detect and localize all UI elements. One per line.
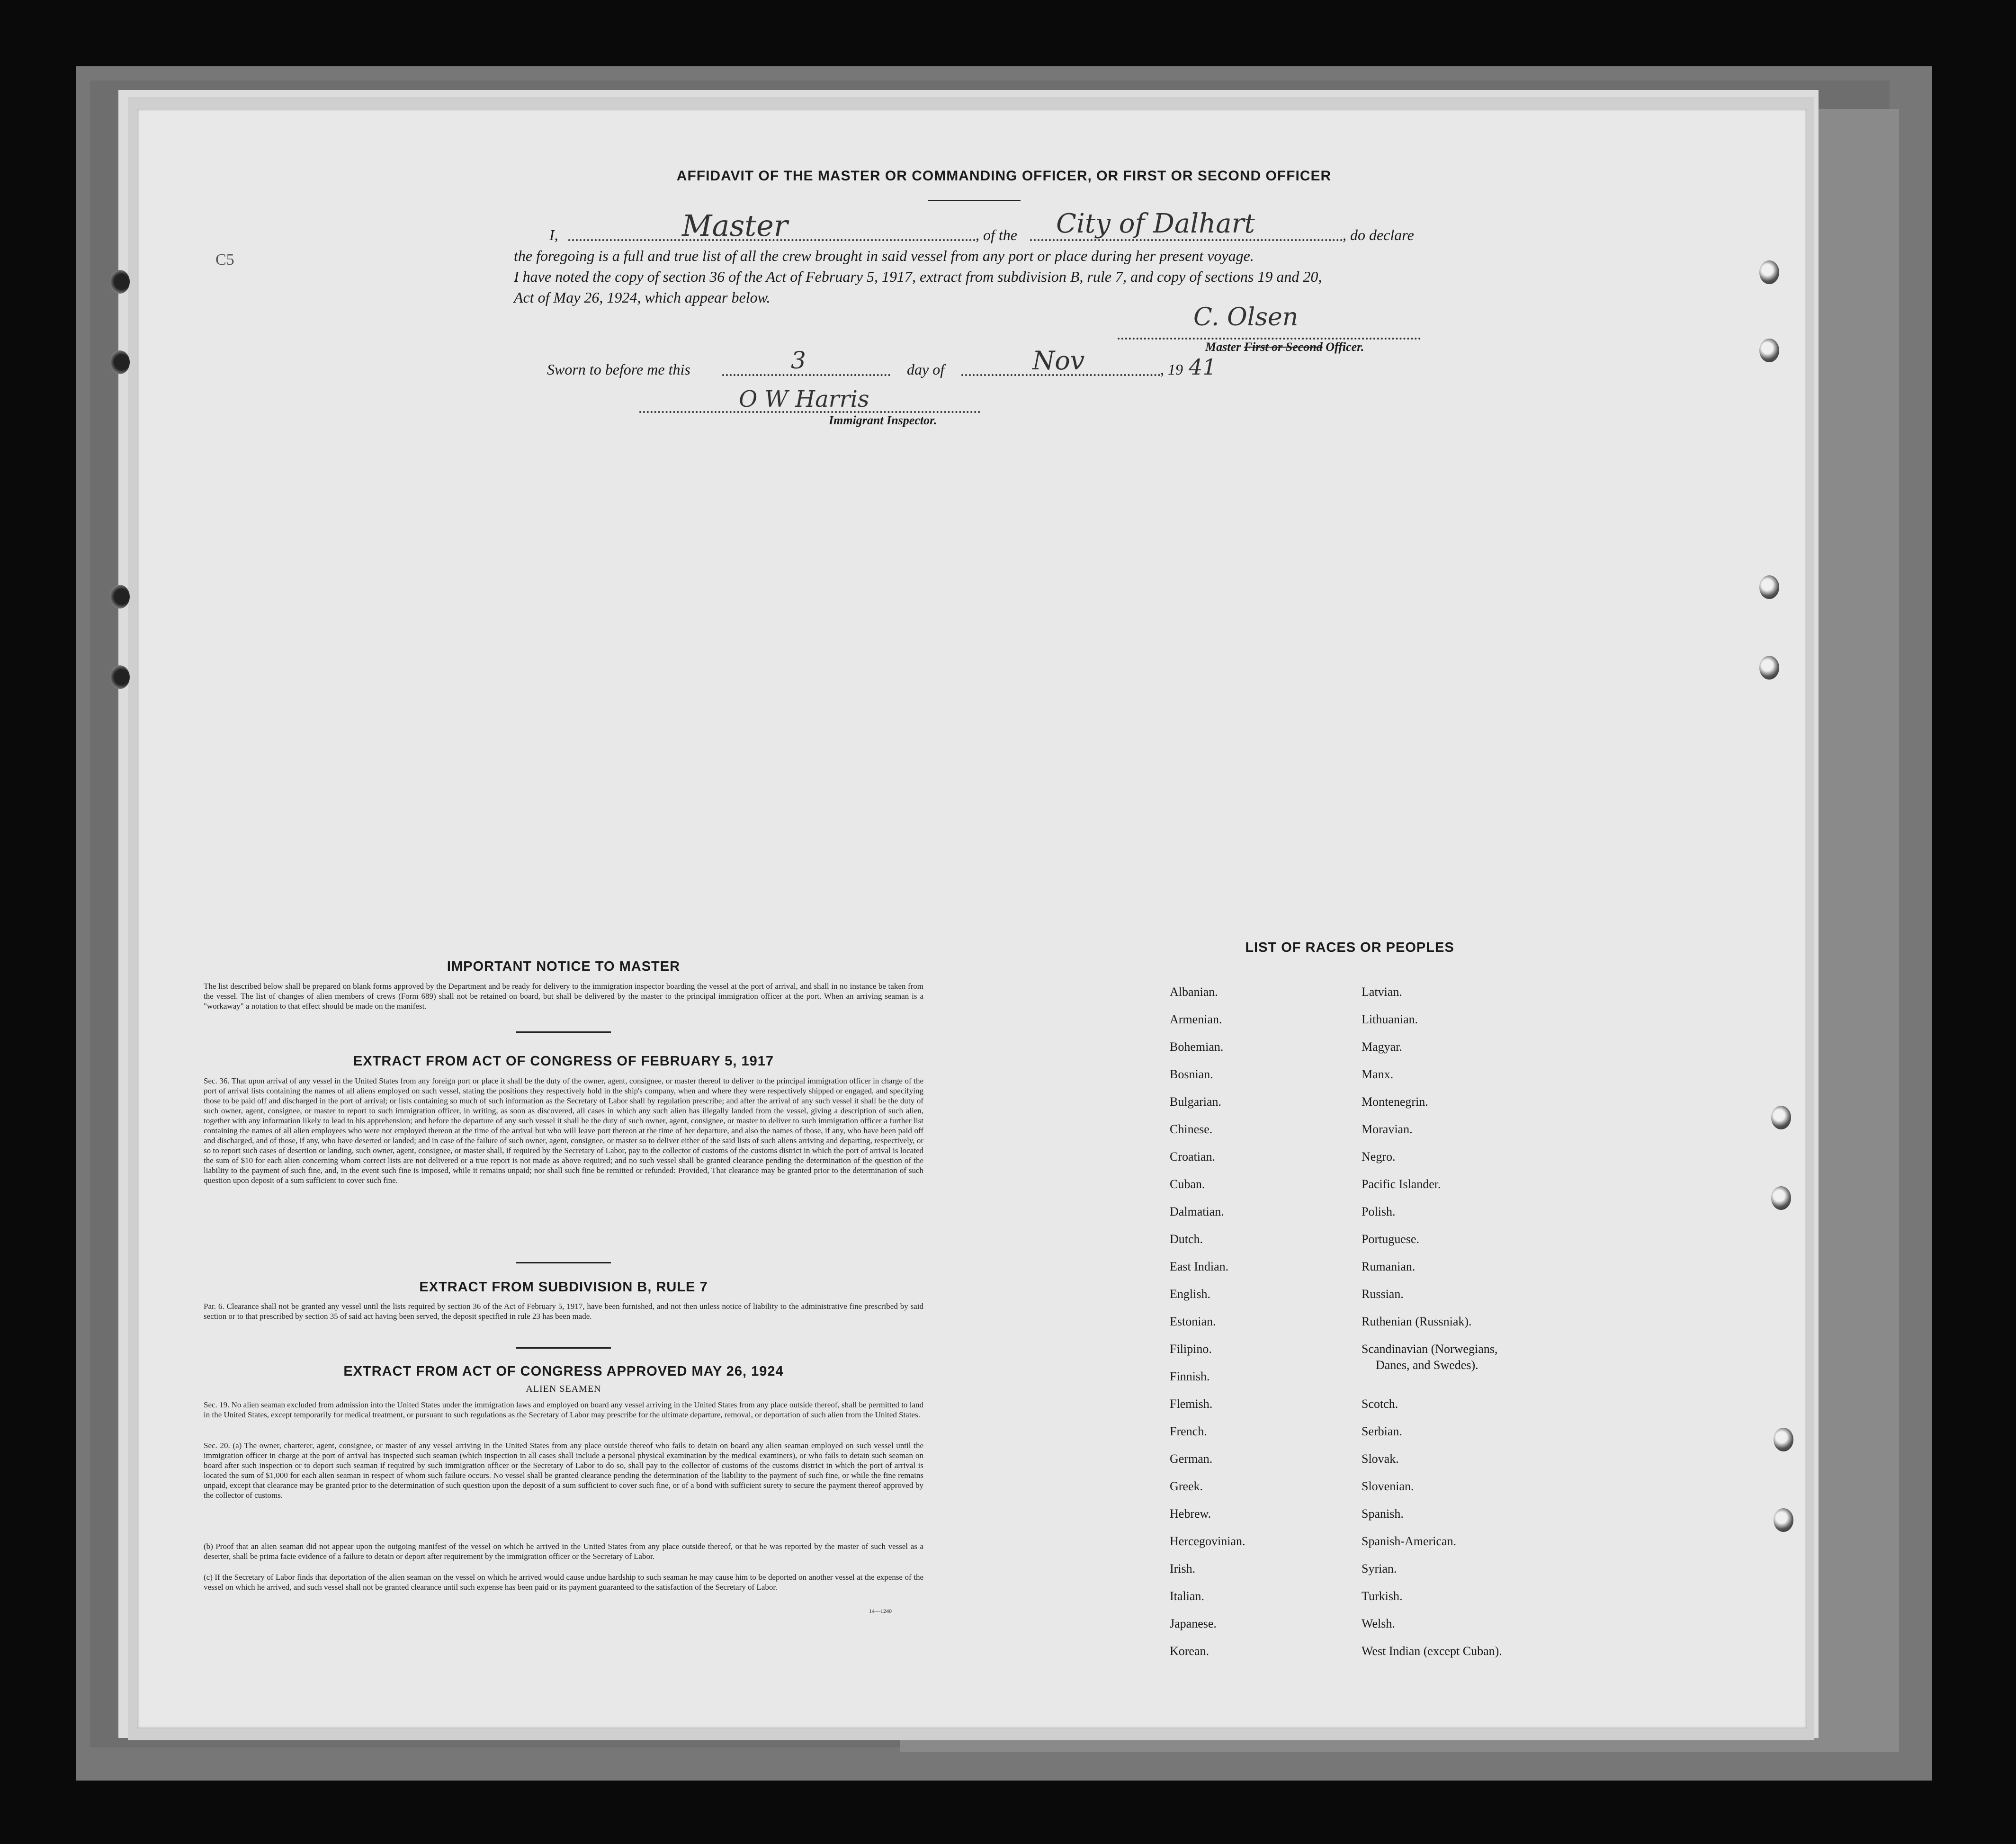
race-item: Latvian. xyxy=(1362,985,1402,999)
race-item: Greek. xyxy=(1170,1479,1203,1493)
race-item: Scandinavian (Norwegians, xyxy=(1362,1342,1498,1356)
race-item: Syrian. xyxy=(1362,1562,1397,1575)
race-item: Rumanian. xyxy=(1362,1260,1416,1273)
punch-hole-icon xyxy=(1759,260,1779,284)
race-item: West Indian (except Cuban). xyxy=(1362,1644,1502,1658)
race-item: Bohemian. xyxy=(1170,1040,1224,1054)
punch-hole-icon xyxy=(1771,1186,1791,1210)
race-item: Ruthenian (Russniak). xyxy=(1362,1315,1472,1328)
race-item: Bosnian. xyxy=(1170,1067,1213,1081)
extract-1924-title: EXTRACT FROM ACT OF CONGRESS APPROVED MAY 26, 1924 xyxy=(343,1364,784,1379)
race-item: Moravian. xyxy=(1362,1122,1413,1136)
race-item: Danes, and Swedes). xyxy=(1376,1358,1478,1372)
year-prefix: , 19 xyxy=(1160,361,1183,378)
race-item: Finnish. xyxy=(1170,1370,1210,1383)
extract-rule7-divider xyxy=(516,1347,611,1349)
race-item: Lithuanian. xyxy=(1362,1012,1418,1026)
punch-hole-icon xyxy=(1771,1106,1791,1129)
handwritten-day: 3 xyxy=(791,347,806,374)
race-item: Hercegovinian. xyxy=(1170,1534,1245,1548)
race-item: Serbian. xyxy=(1362,1424,1402,1438)
extract-1924-sec20c: (c) If the Secretary of Labor finds that deportation of the alien seaman on the vessel on which he arrived would cause undue hardship to such seaman he may cause him to be deported on another vessel at the expense of the vessel on which he arrived, and such vessel shall not be granted clearance until such expense has been paid or its payment guaranteed to the satisfaction of the Secretary of Labor. xyxy=(204,1573,923,1592)
affidavit-declare-label: , do declare xyxy=(1343,226,1414,243)
race-item: English. xyxy=(1170,1287,1210,1301)
race-item: Spanish. xyxy=(1362,1507,1404,1521)
extract-1924-sec20b: (b) Proof that an alien seaman did not appear upon the outgoing manifest of the vessel on which he arrived in the United States from any place outside thereof, or that he was reported by the master of such vessel as a deserter, shall be prima facie evidence of a failure to detain or deport after requirement by the immigration officer or the Secretary of Labor. xyxy=(204,1542,923,1561)
affidavit-line-3: I have noted the copy of section 36 of the Act of February 5, 1917, extract from subdivision B, rule 7, and copy of sections 19 and 20, xyxy=(514,268,1322,285)
extract-1917-body: Sec. 36. That upon arrival of any vessel in the United States from any foreign port or place it shall be the duty of the owner, agent, consignee, or master thereof to deliver to the principal immigration officer in charge of the port of arrival lists containing the names of all aliens employed on such vessel, stating the positions they respectively hold in the ship's company, when and where they were respectively shipped or engaged, and specifying those to be paid off and discharged in the port of arrival; or lists containing so much of such information as the Secretary of Labor shall by regulation prescribe; and after the arrival of any such vessel it shall be the duty of such owner, agent, consignee, or master to report to such immigration officer, in writing, as soon as discovered, all cases in which any such alien has illegally landed from the vessel, giving a description of such alien, together with any information likely to lead to his apprehension; and before the departure of any such vessel it shall be the duty of such owner, agent, consignee, or master to deliver to such immigration officer a further list containing the names of all alien employees who were not employed thereon at the time of the arrival but who will leave port thereon at the time of her departure, and also the names of those, if any, who have been paid off and discharged, and of those, if any, who have deserted or landed; and in case of the failure of such owner, agent, consignee, or master so to deliver either of the said lists of such aliens arriving and departing, respectively, or so to report such cases of desertion or landing, such owner, agent, consignee, or master shall, if required by the Secretary of Labor, pay to the collector of customs of the customs district in which the port of arrival is located the sum of $10 for each alien concerning whom correct lists are not delivered or a true report is not made as above required; and no such vessel shall be granted clearance pending the determination of the question of the liability to the payment of such fine, and, in the event such fine is imposed, while it remains unpaid; nor shall such fine be remitted or refunded: Provided, That clearance may be granted prior to the determination of such question upon deposit of a sum sufficient to cover such fine. xyxy=(204,1076,923,1185)
race-item: Polish. xyxy=(1362,1205,1396,1218)
handwritten-month: Nov xyxy=(1032,346,1085,376)
race-item: Magyar. xyxy=(1362,1040,1402,1054)
title-divider xyxy=(928,200,1021,201)
race-item: Manx. xyxy=(1362,1067,1394,1081)
race-item: Scotch. xyxy=(1362,1397,1398,1411)
notice-title: IMPORTANT NOTICE TO MASTER xyxy=(447,959,681,974)
race-item: Croatian. xyxy=(1170,1150,1216,1164)
race-item: Chinese. xyxy=(1170,1122,1213,1136)
inspector-caption: Immigrant Inspector. xyxy=(829,413,937,427)
vessel-underline xyxy=(1030,239,1343,241)
race-item: Korean. xyxy=(1170,1644,1210,1658)
day-of-label: day of xyxy=(907,361,945,378)
race-item: Flemish. xyxy=(1170,1397,1213,1411)
extract-1924-subtitle: ALIEN SEAMEN xyxy=(526,1384,601,1394)
punch-hole-icon xyxy=(1759,575,1779,599)
race-item: Dutch. xyxy=(1170,1232,1203,1246)
caption-struck: First or Second xyxy=(1244,340,1323,354)
race-item: French. xyxy=(1170,1424,1207,1438)
race-item: Hebrew. xyxy=(1170,1507,1211,1521)
race-item: East Indian. xyxy=(1170,1260,1229,1273)
race-item: Albanian. xyxy=(1170,985,1218,999)
caption-master: Master xyxy=(1205,340,1241,354)
handwritten-vessel: City of Dalhart xyxy=(1056,208,1255,239)
race-item: Dalmatian. xyxy=(1170,1205,1224,1218)
race-item: Bulgarian. xyxy=(1170,1095,1222,1109)
race-item: Italian. xyxy=(1170,1589,1204,1603)
margin-mark: C5 xyxy=(215,251,234,269)
race-item: Spanish-American. xyxy=(1362,1534,1457,1548)
affidavit-title: AFFIDAVIT OF THE MASTER OR COMMANDING OFFICER, OR FIRST OR SECOND OFFICER xyxy=(676,168,1332,184)
race-item: Slovak. xyxy=(1362,1452,1399,1466)
affidavit-of-label: , of the xyxy=(976,226,1017,243)
races-title: LIST OF RACES OR PEOPLES xyxy=(1245,940,1454,955)
master-signature: C. Olsen xyxy=(1193,303,1299,331)
race-item: Estonian. xyxy=(1170,1315,1216,1328)
race-item: Filipino. xyxy=(1170,1342,1212,1356)
race-item: Pacific Islander. xyxy=(1362,1177,1441,1191)
race-item: Turkish. xyxy=(1362,1589,1403,1603)
punch-hole-icon xyxy=(1774,1428,1793,1451)
race-item: Cuban. xyxy=(1170,1177,1205,1191)
extract-1917-divider xyxy=(516,1262,611,1263)
punch-hole-icon xyxy=(1759,339,1779,362)
affidavit-line-4: Act of May 26, 1924, which appear below. xyxy=(514,289,771,306)
race-item: Slovenian. xyxy=(1362,1479,1414,1493)
signature-caption xyxy=(1205,340,1364,354)
race-item: Irish. xyxy=(1170,1562,1196,1575)
inspector-signature: O W Harris xyxy=(739,386,869,412)
punch-hole-icon xyxy=(110,665,130,689)
race-item: German. xyxy=(1170,1452,1213,1466)
race-item: Japanese. xyxy=(1170,1617,1217,1630)
punch-hole-icon xyxy=(110,350,130,374)
affidavit-i-label: I, xyxy=(549,226,558,243)
race-item: Montenegrin. xyxy=(1362,1095,1428,1109)
punch-hole-icon xyxy=(1774,1508,1793,1532)
sworn-label: Sworn to before me this xyxy=(547,361,690,378)
race-item: Armenian. xyxy=(1170,1012,1222,1026)
extract-rule7-title: EXTRACT FROM SUBDIVISION B, RULE 7 xyxy=(419,1280,708,1295)
punch-hole-icon xyxy=(110,270,130,294)
affidavit-line-2: the foregoing is a full and true list of all the crew brought in said vessel from any port or place during her present voyage. xyxy=(514,247,1254,264)
caption-officer: Officer. xyxy=(1326,340,1364,354)
handwritten-name: Master xyxy=(682,208,788,243)
extract-1917-title: EXTRACT FROM ACT OF CONGRESS OF FEBRUARY 5, 1917 xyxy=(353,1054,774,1069)
extract-1924-sec20a: Sec. 20. (a) The owner, charterer, agent, consignee, or master of any vessel arriving in the United States from any place outside thereof who fails to detain on board any alien seaman employed on such vessel until the immigration officer in charge at the port of arrival has inspected such seaman (which inspection in all cases shall include a personal physical examination by the medical examiners), or who fails to detain such seaman on board after such inspection or to deport such seaman if required by such immigration officer or the Secretary of Labor to do so, shall pay to the collector of customs of the customs district in which the port of arrival is located the sum of $1,000 for each alien seaman in respect of whom such failure occurs. No vessel shall be granted clearance pending the determination of the liability to the payment of such fine, or while the fine remains unpaid, except that clearance may be granted prior to the determination of such question upon the deposit of a sum sufficient to cover such fine, or of a bond with sufficient surety to secure the payment thereof approved by the collector of customs. xyxy=(204,1441,923,1500)
punch-hole-icon xyxy=(110,585,130,609)
punch-hole-icon xyxy=(1759,656,1779,680)
day-underline xyxy=(722,374,890,376)
race-item: Russian. xyxy=(1362,1287,1404,1301)
extract-rule7-body: Par. 6. Clearance shall not be granted any vessel until the lists required by section 36 of the Act of February 5, 1917, have been furnished, and not then unless notice of liability to the administrative fine prescribed by said section or to that prescribed by section 35 of said act having been served, the deposit specified in rule 23 has been made. xyxy=(204,1302,923,1321)
form-number: 14—1240 xyxy=(869,1608,892,1614)
notice-body: The list described below shall be prepared on blank forms approved by the Department and be ready for delivery to the immigration inspector boarding the vessel at the port of arrival, and shall in no instance be taken from the vessel. The list of changes of alien members of crews (Form 689) shall not be retained on board, but shall be delivered by the master to the principal immigration officer at the port. When an arriving seaman is a "workaway" a notation to that effect should be made on the manifest. xyxy=(204,982,923,1011)
race-item: Portuguese. xyxy=(1362,1232,1420,1246)
handwritten-year: 41 xyxy=(1189,354,1217,380)
notice-divider xyxy=(516,1031,611,1033)
master-signature-line xyxy=(1118,338,1421,340)
race-item: Welsh. xyxy=(1362,1617,1395,1630)
race-item: Negro. xyxy=(1362,1150,1396,1164)
extract-1924-sec19: Sec. 19. No alien seaman excluded from admission into the United States under the immigration laws and employed on board any vessel arriving in the United States from any place outside thereof, shall be permitted to land in the United States, except temporarily for medical treatment, or pursuant to such regulations as the Secretary of Labor may prescribe for the ultimate departure, removal, or deportation of such alien from the United States. xyxy=(204,1400,923,1419)
